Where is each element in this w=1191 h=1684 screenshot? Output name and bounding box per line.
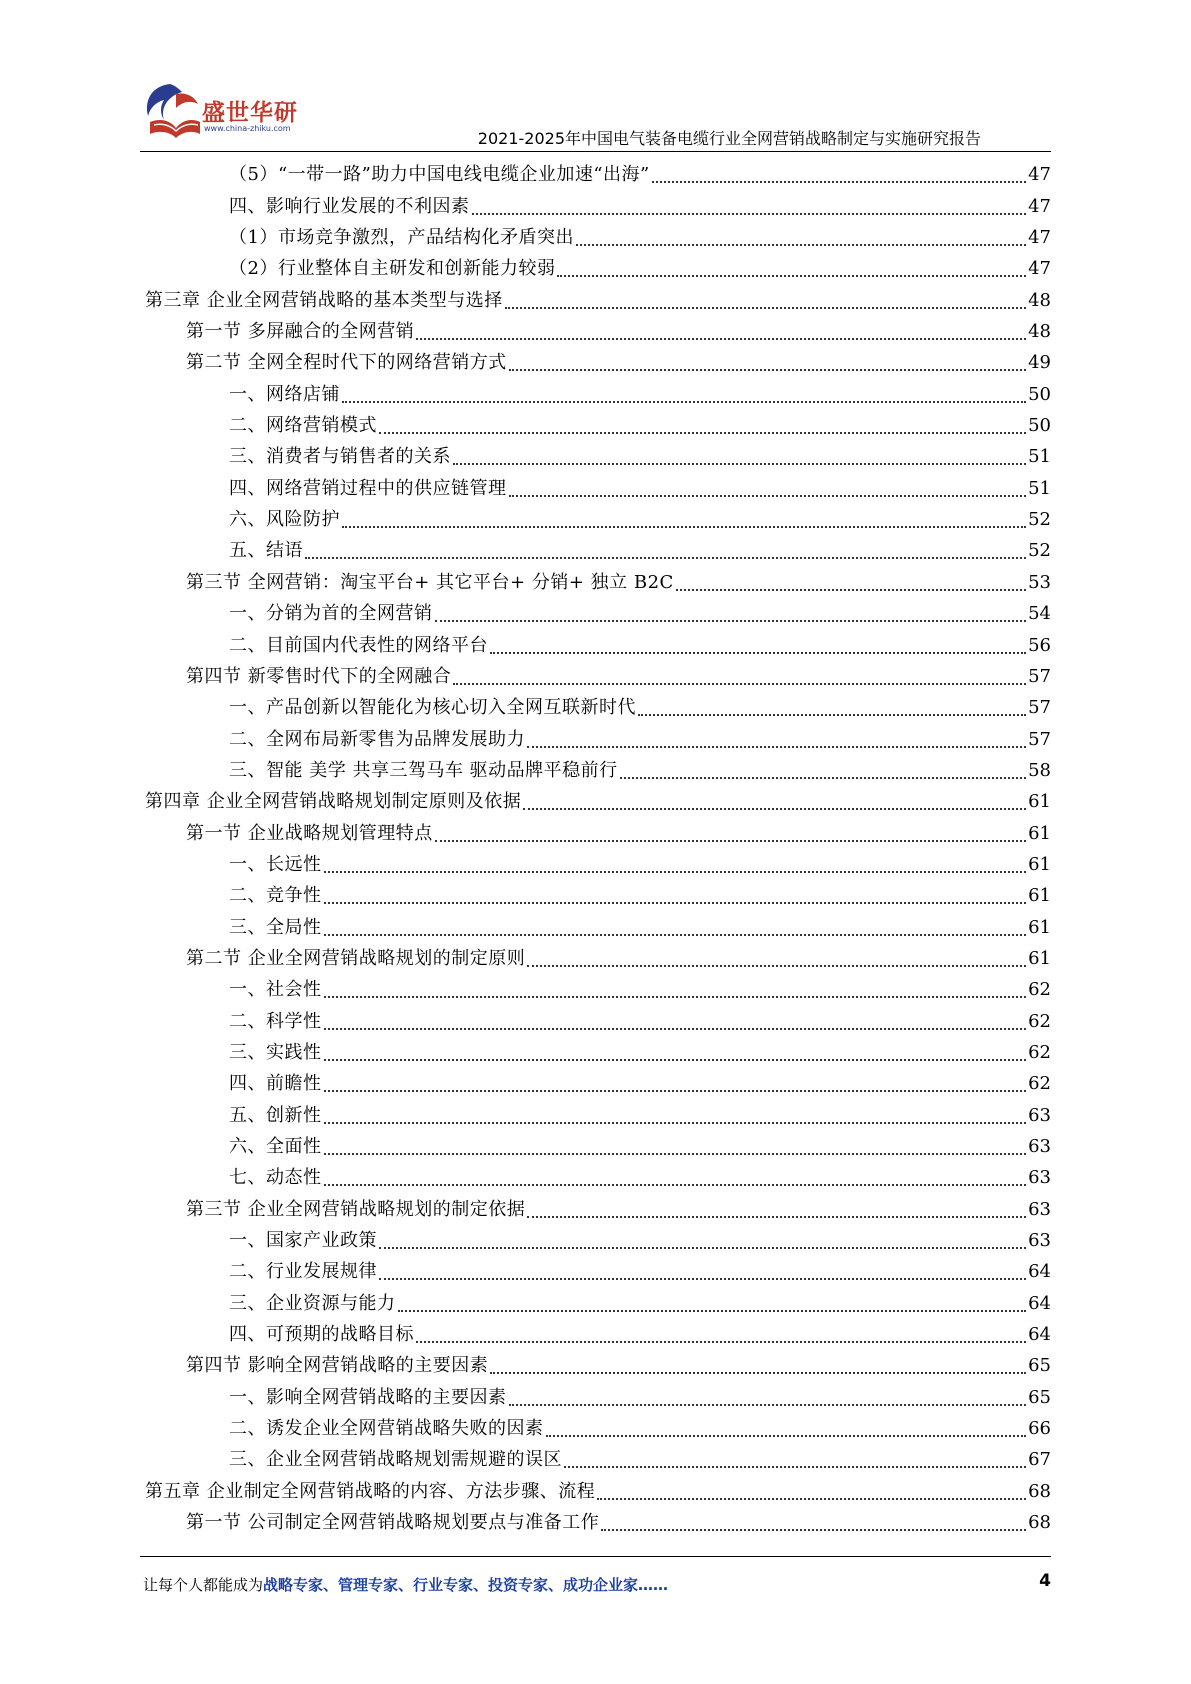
- toc-entry-title: 第二节 企业全网营销战略规划的制定原则: [186, 947, 526, 969]
- toc-dot-leader: [416, 1341, 1026, 1343]
- toc-entry[interactable]: [140, 1005, 1051, 1036]
- toc-entry[interactable]: [140, 1225, 1051, 1256]
- footer-slogan-highlight: 战略专家、管理专家、行业专家、投资专家、成功企业家……: [263, 1576, 669, 1594]
- toc-dot-leader: [505, 307, 1026, 309]
- toc-entry-title: 一、分销为首的全网营销: [229, 603, 433, 625]
- toc-entry-title: （2）行业整体自主研发和创新能力较弱: [229, 258, 556, 280]
- footer-divider: [140, 1556, 1051, 1557]
- toc-dot-leader: [576, 244, 1026, 246]
- toc-entry-title: 第四节 新零售时代下的全网融合: [186, 665, 452, 687]
- toc-entry-page: 48: [1028, 321, 1051, 343]
- toc-dot-leader: [342, 401, 1026, 403]
- toc-entry-page: 64: [1028, 1292, 1051, 1314]
- toc-entry-title: 一、长远性: [229, 853, 322, 875]
- toc-entry-title: 第三节 企业全网营销战略规划的制定依据: [186, 1198, 526, 1220]
- toc-entry-title: 三、实践性: [229, 1041, 322, 1063]
- toc-entry[interactable]: [140, 347, 1051, 378]
- toc-entry-title: 二、全网布局新零售为品牌发展助力: [229, 728, 525, 750]
- logo-emblem-icon: [140, 78, 204, 142]
- toc-dot-leader: [652, 181, 1026, 183]
- toc-entry[interactable]: [140, 1319, 1051, 1350]
- toc-entry[interactable]: [140, 943, 1051, 974]
- toc-entry-page: 62: [1028, 1041, 1051, 1063]
- toc-entry-title: 二、行业发展规律: [229, 1261, 377, 1283]
- footer-slogan-prefix: 让每个人都能成为: [143, 1576, 264, 1594]
- toc-dot-leader: [324, 1059, 1027, 1061]
- toc-dot-leader: [620, 777, 1026, 779]
- toc-entry[interactable]: [140, 472, 1051, 503]
- toc-entry[interactable]: [140, 817, 1051, 848]
- toc-entry[interactable]: [140, 1287, 1051, 1318]
- toc-entry-page: 63: [1028, 1198, 1051, 1220]
- toc-dot-leader: [435, 620, 1027, 622]
- toc-dot-leader: [597, 1498, 1026, 1500]
- toc-entry[interactable]: [140, 1068, 1051, 1099]
- toc-entry[interactable]: [140, 222, 1051, 253]
- toc-entry[interactable]: [140, 1444, 1051, 1475]
- toc-entry-page: 66: [1028, 1418, 1051, 1440]
- toc-entry-page: 65: [1028, 1386, 1051, 1408]
- report-title: 2021-2025年中国电气装备电缆行业全网营销战略制定与实施研究报告: [477, 129, 981, 148]
- toc-dot-leader: [324, 902, 1027, 904]
- toc-entry-title: 二、网络营销模式: [229, 415, 377, 437]
- toc-entry-title: 第一节 公司制定全网营销战略规划要点与准备工作: [186, 1512, 600, 1534]
- toc-entry-page: 62: [1028, 979, 1051, 1001]
- toc-dot-leader: [601, 1529, 1026, 1531]
- toc-dot-leader: [527, 746, 1026, 748]
- toc-entry[interactable]: [140, 911, 1051, 942]
- toc-dot-leader: [435, 840, 1026, 842]
- toc-entry-page: 63: [1028, 1136, 1051, 1157]
- toc-entry-page: 52: [1028, 540, 1051, 562]
- toc-dot-leader: [324, 1153, 1027, 1155]
- toc-dot-leader: [564, 1466, 1026, 1468]
- toc-entry[interactable]: [140, 253, 1051, 284]
- toc-dot-leader: [490, 652, 1026, 654]
- toc-entry-page: 62: [1028, 1073, 1051, 1095]
- toc-dot-leader: [379, 1278, 1026, 1280]
- toc-entry[interactable]: [140, 598, 1051, 629]
- toc-entry[interactable]: [140, 1413, 1051, 1444]
- toc-entry-title: 六、风险防护: [229, 509, 340, 531]
- toc-entry[interactable]: [140, 661, 1051, 692]
- toc-entry[interactable]: [140, 692, 1051, 723]
- toc-dot-leader: [324, 1122, 1027, 1124]
- toc-entry-page: 68: [1028, 1512, 1051, 1534]
- toc-entry[interactable]: [140, 723, 1051, 754]
- toc-dot-leader: [305, 557, 1026, 559]
- toc-dot-leader: [324, 996, 1027, 998]
- toc-entry-title: 第一节 多屏融合的全网营销: [186, 321, 415, 343]
- toc-entry-page: 53: [1028, 571, 1051, 593]
- toc-entry-page: 68: [1028, 1480, 1051, 1502]
- toc-entry-title: 五、创新性: [229, 1104, 322, 1126]
- toc-entry-title: （1）市场竞争激烈，产品结构化矛盾突出: [229, 227, 574, 249]
- toc-entry-title: 第二节 全网全程时代下的网络营销方式: [186, 352, 507, 374]
- toc-entry-page: 65: [1028, 1355, 1051, 1377]
- toc-entry-title: 三、企业全网营销战略规划需规避的误区: [229, 1449, 562, 1471]
- toc-entry-page: 61: [1028, 885, 1051, 907]
- toc-dot-leader: [472, 213, 1027, 215]
- toc-entry-page: 47: [1028, 258, 1051, 280]
- toc-entry[interactable]: [140, 974, 1051, 1005]
- company-logo: [140, 78, 310, 148]
- toc-dot-leader: [676, 589, 1026, 591]
- toc-entry-page: 50: [1028, 415, 1051, 437]
- toc-entry-page: 64: [1028, 1261, 1051, 1283]
- toc-entry[interactable]: [140, 1131, 1051, 1162]
- toc-entry-page: 47: [1028, 227, 1051, 249]
- toc-entry[interactable]: [140, 441, 1051, 472]
- toc-dot-leader: [523, 808, 1026, 810]
- toc-entry-title: 第三章 企业全网营销战略的基本类型与选择: [145, 289, 503, 311]
- toc-entry-title: 七、动态性: [229, 1167, 322, 1189]
- toc-entry-page: 49: [1028, 352, 1051, 374]
- toc-entry[interactable]: [140, 535, 1051, 566]
- toc-entry-title: 三、全局性: [229, 916, 322, 938]
- toc-dot-leader: [527, 1216, 1026, 1218]
- toc-entry-page: 57: [1028, 665, 1051, 687]
- toc-entry-page: 56: [1028, 634, 1051, 656]
- toc-entry-title: 第三节 全网营销：淘宝平台+ 其它平台+ 分销+ 独立 B2C: [186, 571, 674, 593]
- toc-dot-leader: [453, 683, 1026, 685]
- toc-dot-leader: [324, 1028, 1027, 1030]
- toc-entry-page: 51: [1028, 477, 1051, 499]
- toc-entry[interactable]: [140, 1350, 1051, 1381]
- toc-entry[interactable]: [140, 1099, 1051, 1130]
- toc-entry-page: 61: [1028, 822, 1051, 844]
- toc-entry[interactable]: [140, 1193, 1051, 1224]
- toc-entry-title: 四、影响行业发展的不利因素: [229, 195, 470, 217]
- toc-entry[interactable]: [140, 786, 1051, 817]
- toc-entry-page: 57: [1028, 697, 1051, 719]
- page-number: 4: [1039, 1571, 1051, 1591]
- toc-dot-leader: [379, 432, 1026, 434]
- toc-entry[interactable]: [140, 629, 1051, 660]
- toc-dot-leader: [509, 369, 1026, 371]
- toc-entry-page: 64: [1028, 1324, 1051, 1346]
- toc-entry[interactable]: [140, 1162, 1051, 1193]
- toc-entry-page: 50: [1028, 383, 1051, 405]
- toc-entry-title: 四、可预期的战略目标: [229, 1324, 414, 1346]
- toc-entry-title: 二、目前国内代表性的网络平台: [229, 634, 488, 656]
- toc-dot-leader: [342, 526, 1026, 528]
- toc-dot-leader: [527, 965, 1026, 967]
- toc-entry-title: 六、全面性: [229, 1136, 322, 1157]
- toc-dot-leader: [509, 495, 1027, 497]
- toc-entry[interactable]: [140, 378, 1051, 409]
- toc-entry-page: 48: [1028, 289, 1051, 311]
- toc-entry-page: 47: [1028, 164, 1051, 186]
- toc-entry-title: 一、网络店铺: [229, 383, 340, 405]
- toc-entry-title: 一、产品创新以智能化为核心切入全网互联新时代: [229, 697, 636, 719]
- toc-dot-leader: [490, 1372, 1026, 1374]
- toc-entry[interactable]: [140, 504, 1051, 535]
- logo-name: 盛世华研: [202, 100, 298, 126]
- toc-dot-leader: [416, 338, 1026, 340]
- toc-entry[interactable]: [140, 849, 1051, 880]
- toc-entry-title: 三、智能 美学 共享三驾马车 驱动品牌平稳前行: [229, 759, 618, 781]
- toc-entry-page: 62: [1028, 1010, 1051, 1032]
- toc-entry[interactable]: [140, 1507, 1051, 1538]
- toc-entry-page: 63: [1028, 1104, 1051, 1126]
- toc-entry-page: 58: [1028, 759, 1051, 781]
- toc-entry-title: 四、前瞻性: [229, 1073, 322, 1095]
- logo-url: www.china-zhiku.com: [204, 124, 291, 133]
- toc-entry-title: 第四节 影响全网营销战略的主要因素: [186, 1355, 489, 1377]
- toc-entry-page: 61: [1028, 947, 1051, 969]
- toc-dot-leader: [324, 1184, 1027, 1186]
- toc-entry-title: 二、科学性: [229, 1010, 322, 1032]
- toc-entry-title: 三、企业资源与能力: [229, 1292, 396, 1314]
- toc-entry-title: 二、竞争性: [229, 885, 322, 907]
- toc-entry[interactable]: [140, 566, 1051, 597]
- toc-entry[interactable]: [140, 1381, 1051, 1412]
- toc-entry[interactable]: [140, 755, 1051, 786]
- toc-entry-title: 三、消费者与销售者的关系: [229, 446, 451, 468]
- toc-entry-page: 63: [1028, 1230, 1051, 1252]
- toc-entry-page: 54: [1028, 603, 1051, 625]
- footer-slogan: [143, 1574, 668, 1595]
- toc-entry-title: 二、诱发企业全网营销战略失败的因素: [229, 1418, 544, 1440]
- toc-entry-page: 67: [1028, 1449, 1051, 1471]
- toc-entry[interactable]: [140, 190, 1051, 221]
- toc-entry-page: 51: [1028, 446, 1051, 468]
- toc-entry-page: 61: [1028, 791, 1051, 813]
- toc-entry-page: 47: [1028, 195, 1051, 217]
- toc-entry-page: 63: [1028, 1167, 1051, 1189]
- toc-entry-page: 61: [1028, 853, 1051, 875]
- toc-entry[interactable]: [140, 1037, 1051, 1068]
- toc-dot-leader: [638, 714, 1026, 716]
- toc-dot-leader: [546, 1435, 1027, 1437]
- toc-dot-leader: [557, 275, 1026, 277]
- header-divider: [140, 151, 1051, 152]
- toc-entry[interactable]: [140, 284, 1051, 315]
- toc-dot-leader: [324, 934, 1027, 936]
- toc-dot-leader: [324, 1090, 1027, 1092]
- toc-entry-title: 五、结语: [229, 540, 303, 562]
- toc-entry-title: 第一节 企业战略规划管理特点: [186, 822, 433, 844]
- toc-dot-leader: [398, 1310, 1027, 1312]
- toc-entry-title: 第四章 企业全网营销战略规划制定原则及依据: [145, 791, 522, 813]
- toc-entry-title: 一、社会性: [229, 979, 322, 1001]
- toc-entry[interactable]: [140, 880, 1051, 911]
- toc-entry-title: （5）“一带一路”助力中国电线电缆企业加速“出海”: [229, 164, 650, 186]
- toc-entry-title: 一、影响全网营销战略的主要因素: [229, 1386, 507, 1408]
- toc-entry[interactable]: [140, 316, 1051, 347]
- toc-entry[interactable]: [140, 159, 1051, 190]
- toc-entry-page: 61: [1028, 916, 1051, 938]
- toc-dot-leader: [324, 871, 1027, 873]
- toc-entry[interactable]: [140, 1475, 1051, 1506]
- toc-entry[interactable]: [140, 410, 1051, 441]
- toc-dot-leader: [453, 463, 1026, 465]
- toc-entry-title: 四、网络营销过程中的供应链管理: [229, 477, 507, 499]
- table-of-contents: [140, 159, 1051, 1538]
- toc-dot-leader: [509, 1404, 1027, 1406]
- toc-entry-page: 52: [1028, 509, 1051, 531]
- toc-entry[interactable]: [140, 1256, 1051, 1287]
- toc-entry-page: 57: [1028, 728, 1051, 750]
- toc-entry-title: 一、国家产业政策: [229, 1230, 377, 1252]
- toc-entry-title: 第五章 企业制定全网营销战略的内容、方法步骤、流程: [145, 1480, 596, 1502]
- toc-dot-leader: [379, 1247, 1026, 1249]
